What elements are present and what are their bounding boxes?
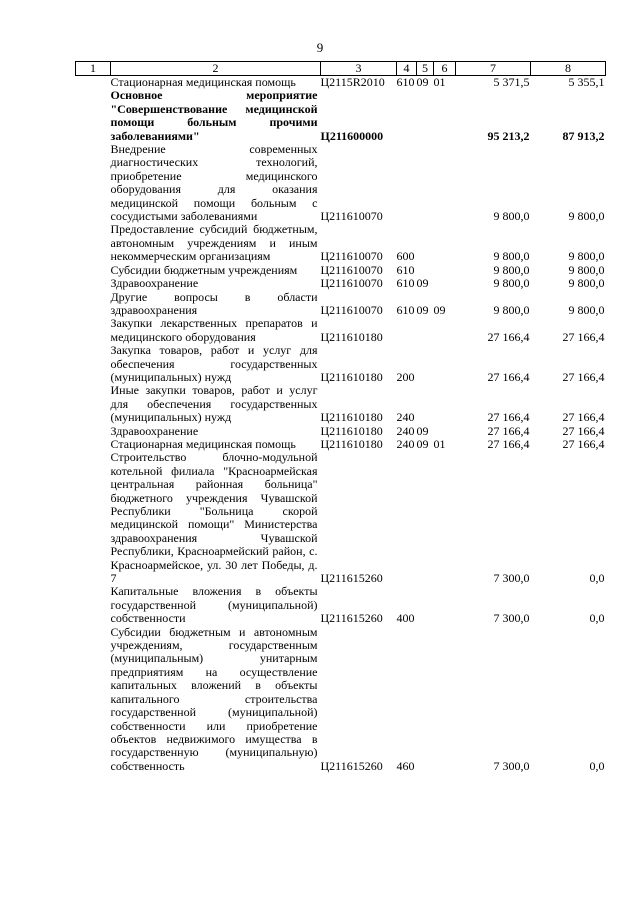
row-value-7: 27 166,4 <box>487 436 530 451</box>
row-col-4 <box>397 143 417 223</box>
row-col-4: 610 <box>396 262 415 277</box>
row-col-4: 460 <box>396 758 415 773</box>
table-row <box>76 89 606 143</box>
row-name: Закупка товаров, работ и услуг для обеспечения государственных (муниципальных) нужд <box>110 343 318 384</box>
row-col-4: 240 <box>396 436 415 451</box>
row-name: Субсидии бюджетным учреждениям <box>110 262 298 277</box>
table-row <box>76 76 606 90</box>
row-code: Ц211610070 <box>320 249 383 264</box>
row-code: Ц211610070 <box>320 276 383 291</box>
row-col-6 <box>434 317 456 344</box>
row-name: Строительство блочно-модульной котельной филиала "Красноармейская центральная районная больница" бюджетного учреждения Чувашской Республики "Больница скорой медицинской помощи" Министерства здравоохранения Чувашской Республики, Красноармейский район, с. Красноармейское, ул. 30 лет Победы, д. 7 <box>110 450 318 586</box>
row-name: Здравоохранение <box>110 423 199 438</box>
row-name: Предоставление субсидий бюджетным, автономным учреждениям и иным некоммерческим организациям <box>110 222 318 264</box>
row-col-5 <box>417 89 434 143</box>
table-row <box>76 223 606 263</box>
row-col-5 <box>417 384 434 424</box>
table-row <box>76 438 606 451</box>
row-col-4: 240 <box>396 410 415 425</box>
row-code: Ц211615260 <box>320 758 383 773</box>
table-row <box>76 585 606 625</box>
row-value-8: 27 166,4 <box>562 423 605 438</box>
row-col-6 <box>434 384 456 424</box>
row-col-4: 240 <box>396 423 415 438</box>
row-name: Здравоохранение <box>110 276 199 291</box>
row-col-6 <box>434 344 456 384</box>
header-col-3: 3 <box>321 62 397 76</box>
row-col-4: 610 <box>396 302 415 317</box>
row-col-5 <box>417 264 434 277</box>
row-col-4: 600 <box>396 249 415 264</box>
row-value-7: 95 213,2 <box>487 128 530 143</box>
row-code: Ц211610180 <box>320 369 383 384</box>
table-row <box>76 626 606 773</box>
row-name: Субсидии бюджетным и автономным учреждениям, государственным (муниципальным) унитарным предприятиям на осуществление капитальных вложений в объекты капитального строительства государственной (муниципальной) собственности или приобретение объектов недвижимого имущества в государственную (муниципальную) собственность <box>110 624 318 773</box>
header-col-7: 7 <box>456 62 531 76</box>
row-value-8: 27 166,4 <box>562 410 605 425</box>
row-code: Ц211615260 <box>320 611 383 626</box>
row-code: Ц211610070 <box>320 302 383 317</box>
row-value-8: 9 800,0 <box>568 276 605 291</box>
row-col-4 <box>397 89 417 143</box>
header-row <box>76 62 606 76</box>
table-row <box>76 451 606 585</box>
header-col-1: 1 <box>76 62 111 76</box>
row-name: Стационарная медицинская помощь <box>110 75 296 89</box>
row-col-6: 01 <box>433 75 446 89</box>
row-number-cell <box>76 585 111 625</box>
row-value-7: 27 166,4 <box>487 423 530 438</box>
row-col-5 <box>417 223 434 263</box>
row-col-6 <box>434 425 456 438</box>
row-number-cell <box>76 277 111 290</box>
row-name: Закупки лекарственных препаратов и медицинского оборудования <box>110 316 318 344</box>
row-col-5: 09 <box>416 75 429 89</box>
row-number-cell <box>76 223 111 263</box>
row-code: Ц211610180 <box>320 423 383 438</box>
row-value-8: 9 800,0 <box>568 209 605 224</box>
row-value-7: 7 300,0 <box>493 611 530 626</box>
row-number-cell <box>76 626 111 773</box>
row-value-7: 7 300,0 <box>493 571 530 586</box>
row-col-5 <box>417 317 434 344</box>
row-code: Ц2115R2010 <box>320 75 385 89</box>
row-value-8: 9 800,0 <box>568 249 605 264</box>
header-col-5: 5 <box>417 62 434 76</box>
table-row <box>76 384 606 424</box>
row-code: Ц211610180 <box>320 329 383 344</box>
row-number-cell <box>76 89 111 143</box>
row-col-4 <box>397 317 417 344</box>
row-value-8: 27 166,4 <box>562 329 605 344</box>
row-code: Ц211610070 <box>320 209 383 224</box>
row-col-5 <box>417 451 434 585</box>
header-col-2: 2 <box>111 62 321 76</box>
row-number-cell <box>76 425 111 438</box>
row-col-6: 01 <box>433 436 446 451</box>
row-value-7: 5 371,5 <box>493 75 530 89</box>
row-value-7: 9 800,0 <box>493 262 530 277</box>
row-col-5 <box>417 585 434 625</box>
row-col-6 <box>434 585 456 625</box>
row-name: Внедрение современных диагностических технологий, приобретение медицинского оборудования для оказания медицинской помощи больным с сосудистыми заболеваниями <box>110 142 318 224</box>
table-row <box>76 317 606 344</box>
row-value-8: 9 800,0 <box>568 262 605 277</box>
page-number: 9 <box>316 40 324 55</box>
row-col-6 <box>434 223 456 263</box>
row-col-5: 09 <box>416 423 429 438</box>
row-number-cell <box>76 384 111 424</box>
row-value-8: 0,0 <box>589 611 605 626</box>
row-value-7: 9 800,0 <box>493 209 530 224</box>
row-value-7: 9 800,0 <box>493 249 530 264</box>
table-row <box>76 264 606 277</box>
row-value-7: 9 800,0 <box>493 302 530 317</box>
row-col-6 <box>434 277 456 290</box>
row-value-7: 27 166,4 <box>487 329 530 344</box>
row-name: Иные закупки товаров, работ и услуг для обеспечения государственных (муниципальных) нужд <box>110 383 318 425</box>
row-col-5: 09 <box>416 302 429 317</box>
row-col-5 <box>417 626 434 773</box>
row-number-cell <box>76 291 111 318</box>
row-value-8: 27 166,4 <box>562 436 605 451</box>
row-col-6 <box>434 626 456 773</box>
row-col-5: 09 <box>416 276 429 291</box>
row-value-7: 7 300,0 <box>493 758 530 773</box>
table-row <box>76 291 606 318</box>
row-col-4: 400 <box>396 611 415 626</box>
header-col-6: 6 <box>434 62 456 76</box>
row-value-7: 27 166,4 <box>487 410 530 425</box>
header-col-4: 4 <box>397 62 417 76</box>
row-code: Ц211615260 <box>320 571 383 586</box>
row-col-6 <box>434 451 456 585</box>
row-value-8: 0,0 <box>589 571 605 586</box>
row-col-6 <box>434 143 456 223</box>
table-row <box>76 277 606 290</box>
row-number-cell <box>76 317 111 344</box>
row-code: Ц211610180 <box>320 410 383 425</box>
row-name: Другие вопросы в области здравоохранения <box>110 289 318 317</box>
row-col-4 <box>397 451 417 585</box>
table-row <box>76 425 606 438</box>
row-value-7: 9 800,0 <box>493 276 530 291</box>
row-code: Ц211600000 <box>320 128 384 143</box>
row-code: Ц211610180 <box>320 436 383 451</box>
row-value-8: 9 800,0 <box>568 302 605 317</box>
row-col-5 <box>417 143 434 223</box>
row-col-6 <box>434 264 456 277</box>
table-row <box>76 344 606 384</box>
row-name: Стационарная медицинская помощь <box>110 436 296 451</box>
budget-table <box>75 61 606 773</box>
row-code: Ц211610070 <box>320 262 383 277</box>
table-body <box>76 76 606 774</box>
row-value-7: 27 166,4 <box>487 369 530 384</box>
row-number-cell <box>76 264 111 277</box>
row-number-cell <box>76 451 111 585</box>
row-col-6 <box>434 89 456 143</box>
row-col-4: 610 <box>396 276 415 291</box>
table-row <box>76 143 606 223</box>
row-col-4: 200 <box>396 369 415 384</box>
header-col-8: 8 <box>531 62 606 76</box>
row-col-6: 09 <box>433 302 446 317</box>
row-col-5 <box>417 344 434 384</box>
row-name: Капитальные вложения в объекты государственной (муниципальной) собственности <box>110 584 318 626</box>
row-number-cell <box>76 143 111 223</box>
row-value-8: 0,0 <box>589 758 605 773</box>
row-col-5: 09 <box>416 436 429 451</box>
row-number-cell <box>76 76 111 90</box>
row-value-8: 87 913,2 <box>562 128 605 143</box>
row-col-4: 610 <box>396 75 415 89</box>
row-value-8: 5 355,1 <box>568 75 605 89</box>
row-name: Основное мероприятие "Совершенствование медицинской помощи больным прочими заболеваниями" <box>110 88 318 143</box>
row-value-8: 27 166,4 <box>562 369 605 384</box>
row-number-cell <box>76 438 111 451</box>
row-number-cell <box>76 344 111 384</box>
